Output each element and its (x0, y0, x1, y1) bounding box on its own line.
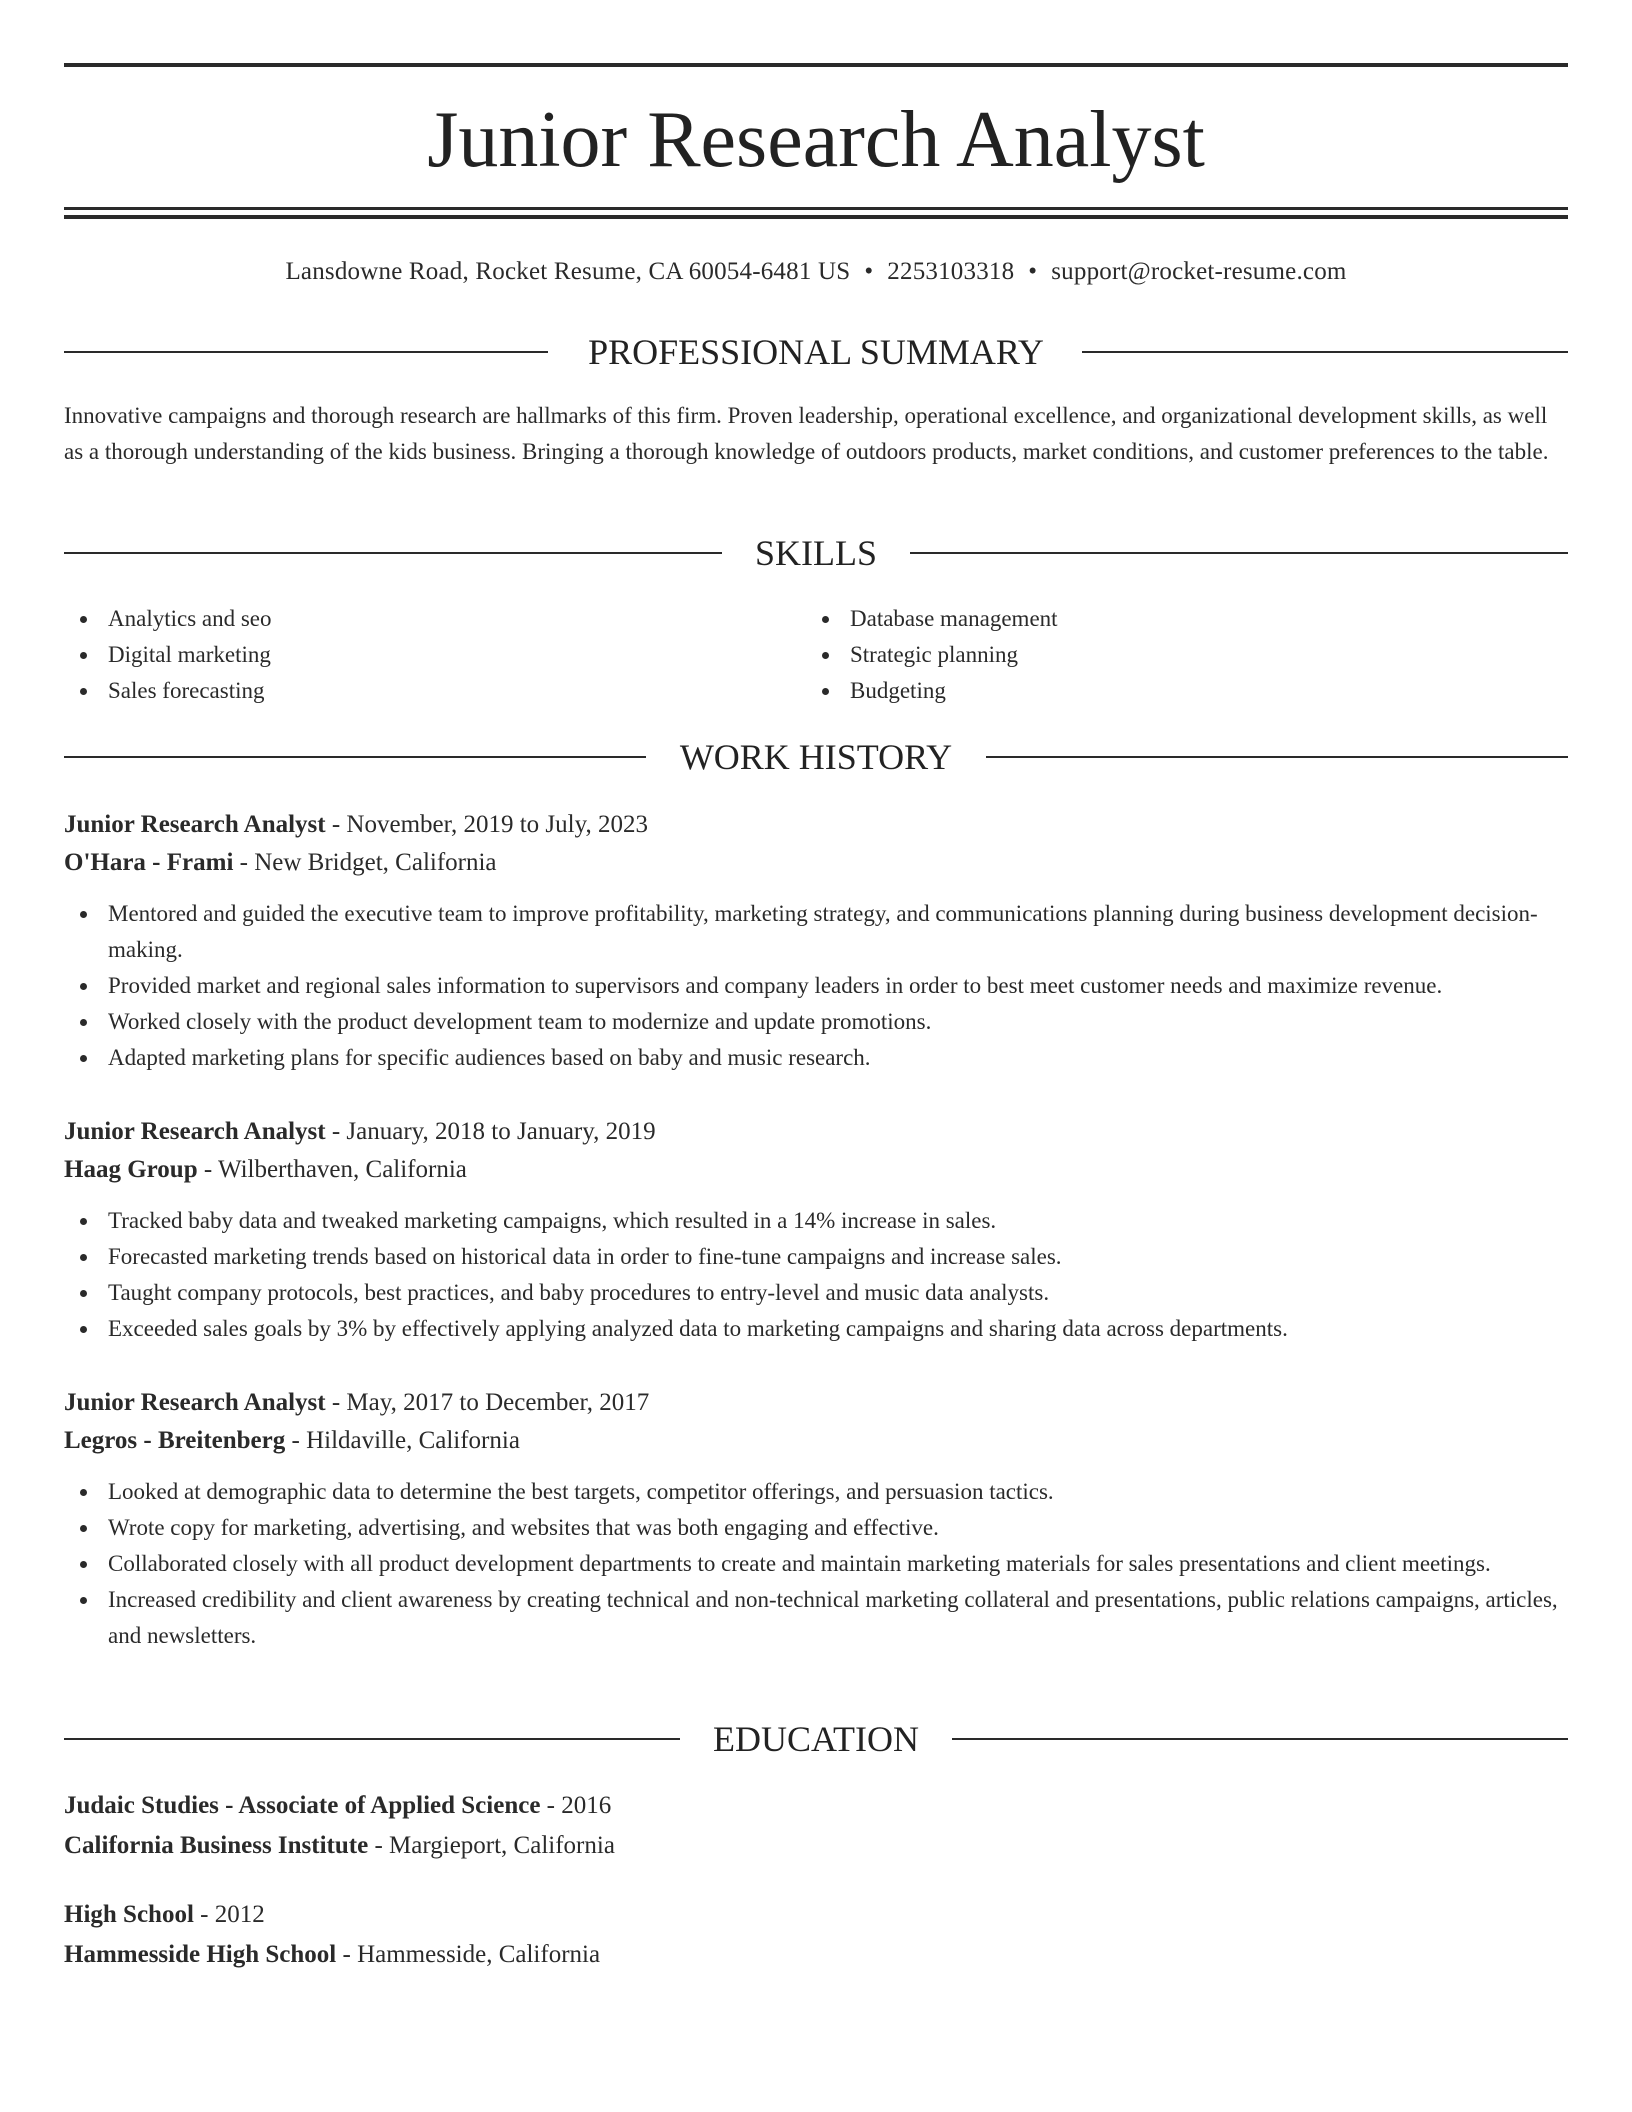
job-company: O'Hara - Frami (64, 849, 234, 876)
contact-line (64, 254, 1568, 290)
job-bullet: Worked closely with the product development team to modernize and update promotions. (64, 1004, 1568, 1040)
section-header-skills (64, 531, 1568, 575)
education-school: Hammesside High School (64, 1941, 337, 1968)
job-bullets (64, 1203, 1568, 1347)
skill-item: Strategic planning (806, 637, 1506, 673)
header-rule-lower (64, 215, 1568, 219)
job-bullet: Looked at demographic data to determine the best targets, competitor offerings, and persuasion tactics. (64, 1474, 1568, 1510)
top-rule (64, 63, 1568, 67)
contact-phone: 2253103318 (887, 258, 1015, 285)
education-degree: High School (64, 1901, 194, 1928)
job-entry (64, 1113, 1568, 1347)
contact-separator: • (1028, 258, 1038, 285)
section-header-work (64, 735, 1568, 779)
job-company: Legros - Breitenberg (64, 1427, 286, 1454)
job-bullet: Tracked baby data and tweaked marketing campaigns, which resulted in a 14% increase in sales. (64, 1203, 1568, 1239)
job-dates: - May, 2017 to December, 2017 (325, 1389, 650, 1416)
job-bullets (64, 1474, 1568, 1654)
job-location: - New Bridget, California (233, 849, 497, 876)
section-title-skills: SKILLS (725, 533, 907, 573)
education-entry (64, 1895, 1568, 1975)
contact-separator: • (864, 258, 874, 285)
education-degree: Judaic Studies - Associate of Applied Science (64, 1792, 541, 1819)
section-title-summary: PROFESSIONAL SUMMARY (558, 332, 1074, 372)
section-title-work: WORK HISTORY (650, 737, 982, 777)
summary-text: Innovative campaigns and thorough research are hallmarks of this firm. Proven leadership, operational excellence, and organizational development skills, as well as a thorough understanding of the kids business. Bringing a thorough knowledge of outdoors products, market conditions, and customer preferences to the table. (64, 403, 1549, 464)
job-bullet: Forecasted marketing trends based on historical data in order to fine-tune campaigns and increase sales. (64, 1239, 1568, 1275)
skill-item: Analytics and seo (64, 601, 764, 637)
header-rule-upper (64, 207, 1568, 210)
education-year: - 2012 (193, 1901, 265, 1928)
skill-item: Digital marketing (64, 637, 764, 673)
job-bullet: Wrote copy for marketing, advertising, and websites that was both engaging and effective. (64, 1510, 1568, 1546)
education-location: - Margieport, California (368, 1832, 615, 1859)
job-title: Junior Research Analyst (64, 811, 326, 838)
job-title: Junior Research Analyst (64, 1118, 326, 1145)
job-location: - Wilberthaven, California (197, 1156, 467, 1183)
skill-item: Database management (806, 601, 1506, 637)
section-title-education: EDUCATION (683, 1719, 949, 1759)
job-title: Junior Research Analyst (64, 1389, 326, 1416)
job-entry (64, 806, 1568, 1076)
job-location: - Hildaville, California (285, 1427, 520, 1454)
education-school: California Business Institute (64, 1832, 369, 1859)
contact-email: support@rocket-resume.com (1051, 258, 1347, 285)
education-location: - Hammesside, California (336, 1941, 601, 1968)
job-bullet: Adapted marketing plans for specific audiences based on baby and music research. (64, 1040, 1568, 1076)
education-year: - 2016 (540, 1792, 612, 1819)
job-bullet: Increased credibility and client awareness by creating technical and non-technical marketing collateral and presentations, public relations campaigns, articles, and newsletters. (64, 1582, 1568, 1654)
job-bullets (64, 896, 1568, 1076)
skill-item: Sales forecasting (64, 673, 764, 709)
job-bullet: Provided market and regional sales information to supervisors and company leaders in order to best meet customer needs and maximize revenue. (64, 968, 1568, 1004)
job-company: Haag Group (64, 1156, 198, 1183)
job-bullet: Taught company protocols, best practices, and baby procedures to entry-level and music data analysts. (64, 1275, 1568, 1311)
job-entry (64, 1384, 1568, 1654)
section-header-summary (64, 330, 1568, 374)
candidate-name: Junior Research Analyst (427, 96, 1205, 184)
skill-item: Budgeting (806, 673, 1506, 709)
job-dates: - January, 2018 to January, 2019 (325, 1118, 656, 1145)
skills-column-left (64, 601, 764, 709)
contact-address: Lansdowne Road, Rocket Resume, CA 60054-6481 US (285, 258, 851, 285)
skills-column-right (806, 601, 1506, 709)
job-dates: - November, 2019 to July, 2023 (325, 811, 648, 838)
job-bullet: Mentored and guided the executive team to improve profitability, marketing strategy, and communications planning during business development decision-making. (64, 896, 1568, 968)
job-bullet: Collaborated closely with all product development departments to create and maintain marketing materials for sales presentations and client meetings. (64, 1546, 1568, 1582)
education-entry (64, 1786, 1568, 1866)
job-bullet: Exceeded sales goals by 3% by effectively applying analyzed data to marketing campaigns and sharing data across departments. (64, 1311, 1568, 1347)
section-header-education (64, 1717, 1568, 1761)
